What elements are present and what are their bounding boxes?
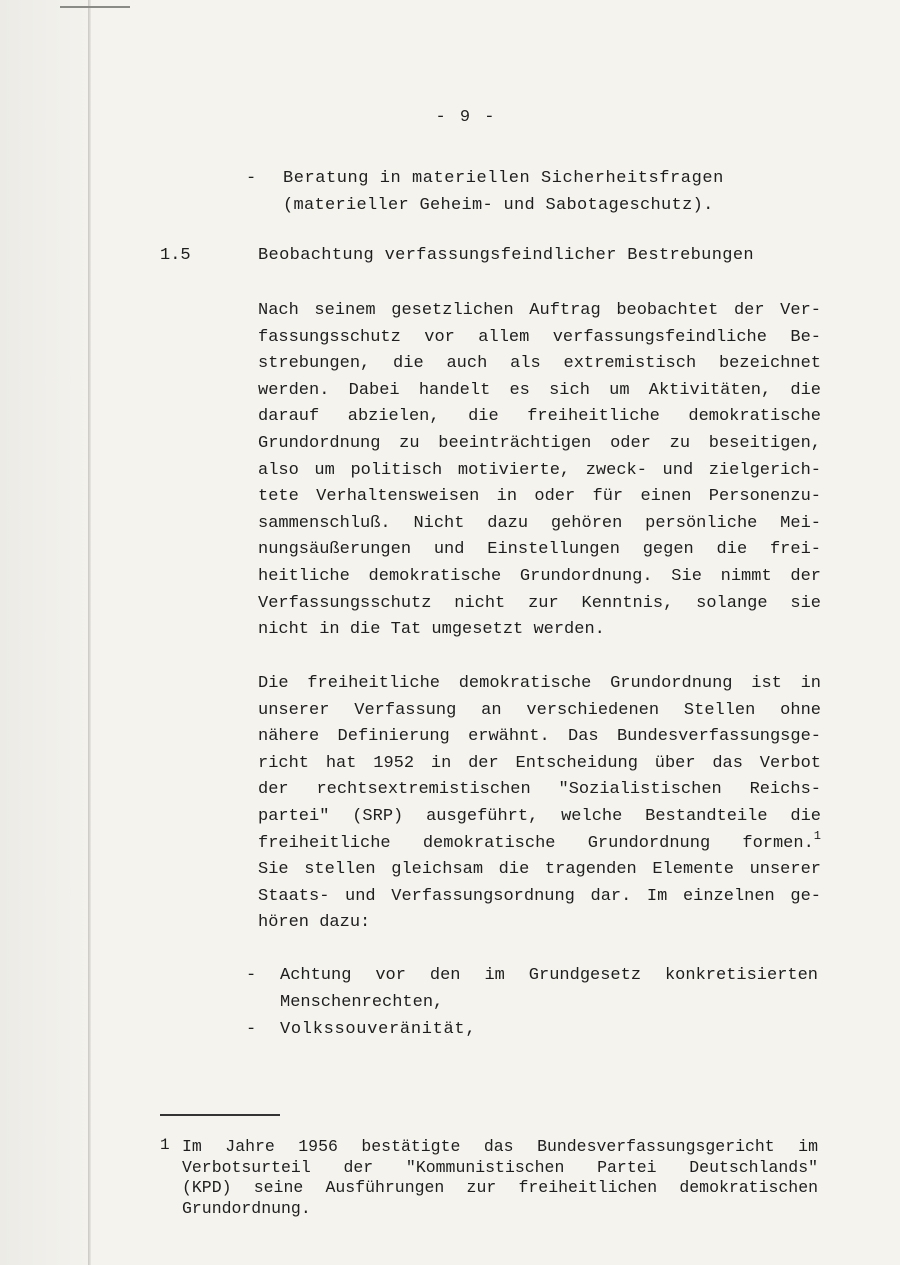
section-title: Beobachtung verfassungsfeindlicher Bestrebungen	[258, 246, 754, 265]
list-dash: -	[246, 169, 257, 188]
footnote-separator	[160, 1114, 280, 1116]
footnote-line: Im Jahre 1956 bestätigte das Bundesverfassungsgericht im	[182, 1137, 818, 1156]
paragraph-line: hören dazu:	[258, 913, 371, 933]
footnote-reference[interactable]: 1	[813, 828, 821, 843]
paragraph-line: richt hat 1952 in der Entscheidung über das Verbot	[258, 753, 821, 773]
paragraph-line: Verfassungsschutz nicht zur Kenntnis, solange sie	[258, 593, 821, 613]
paragraph-line-with-footnote	[258, 828, 821, 858]
paragraph-line: nungsäußerungen und Einstellungen gegen die frei-	[258, 540, 821, 560]
list-item-1-line-1	[280, 963, 818, 990]
paragraph-line: also um politisch motivierte, zweck- und zielgerich-	[258, 460, 821, 480]
paragraph-line: der rechtsextremistischen "Sozialistischen Reichs-	[258, 780, 821, 800]
list-item-2-line-1: Volkssouveränität,	[280, 1020, 477, 1039]
paragraph-1	[258, 298, 821, 644]
paragraph-line: Nach seinem gesetzlichen Auftrag beobachtet der Ver-	[258, 301, 821, 320]
paragraph-line: tete Verhaltensweisen in oder für einen Personenzu-	[258, 487, 821, 507]
footnote-line: (KPD) seine Ausführungen zur freiheitlichen demokratischen	[182, 1178, 818, 1197]
footnote-line: Grundordnung.	[182, 1198, 311, 1218]
footnote-text	[182, 1137, 818, 1219]
page-edge	[88, 0, 91, 1265]
paragraph-line: werden. Dabei handelt es sich um Aktivitäten, die	[258, 380, 821, 400]
section-number: 1.5	[160, 246, 191, 265]
intro-item-line-2: (materieller Geheim- und Sabotageschutz).	[283, 196, 714, 215]
paragraph-line: heitliche demokratische Grundordnung. Sie nimmt der	[258, 566, 821, 586]
paragraph-line: nicht in die Tat umgesetzt werden.	[258, 620, 605, 640]
paragraph-line: sammenschluß. Nicht dazu gehören persönliche Mei-	[258, 513, 821, 533]
footnote-line: Verbotsurteil der "Kommunistischen Partei Deutschlands"	[182, 1157, 818, 1177]
footnote-marker: 1	[160, 1136, 170, 1154]
intro-item-line-1: Beratung in materiellen Sicherheitsfragen	[283, 169, 724, 188]
page-edge-top	[60, 6, 130, 8]
paragraph-line: Grundordnung zu beeinträchtigen oder zu beseitigen,	[258, 433, 821, 453]
page-number: - 9 -	[435, 108, 497, 127]
paragraph-line: Staats- und Verfassungsordnung dar. Im einzelnen ge-	[258, 886, 821, 906]
scan-margin-shadow	[0, 0, 88, 1265]
paragraph-line: Sie stellen gleichsam die tragenden Elemente unserer	[258, 860, 821, 880]
list-item-text: Achtung vor den im Grundgesetz konkretisierten	[280, 966, 818, 985]
paragraph-line: nähere Definierung erwähnt. Das Bundesverfassungsge-	[258, 727, 821, 747]
paragraph-2	[258, 671, 821, 937]
paragraph-line: fassungsschutz vor allem verfassungsfeindliche Be-	[258, 327, 821, 347]
paragraph-line: darauf abzielen, die freiheitliche demokratische	[258, 407, 821, 427]
list-item-1-line-2: Menschenrechten,	[280, 993, 444, 1012]
paragraph-line: Die freiheitliche demokratische Grundordnung ist in	[258, 674, 821, 693]
paragraph-line: unserer Verfassung an verschiedenen Stellen ohne	[258, 700, 821, 720]
paragraph-line-text: freiheitliche demokratische Grundordnung formen.	[258, 833, 814, 853]
paragraph-line: partei" (SRP) ausgeführt, welche Bestandteile die	[258, 806, 821, 826]
list-dash: -	[246, 966, 257, 985]
paragraph-line: strebungen, die auch als extremistisch bezeichnet	[258, 354, 821, 374]
list-dash: -	[246, 1020, 257, 1039]
